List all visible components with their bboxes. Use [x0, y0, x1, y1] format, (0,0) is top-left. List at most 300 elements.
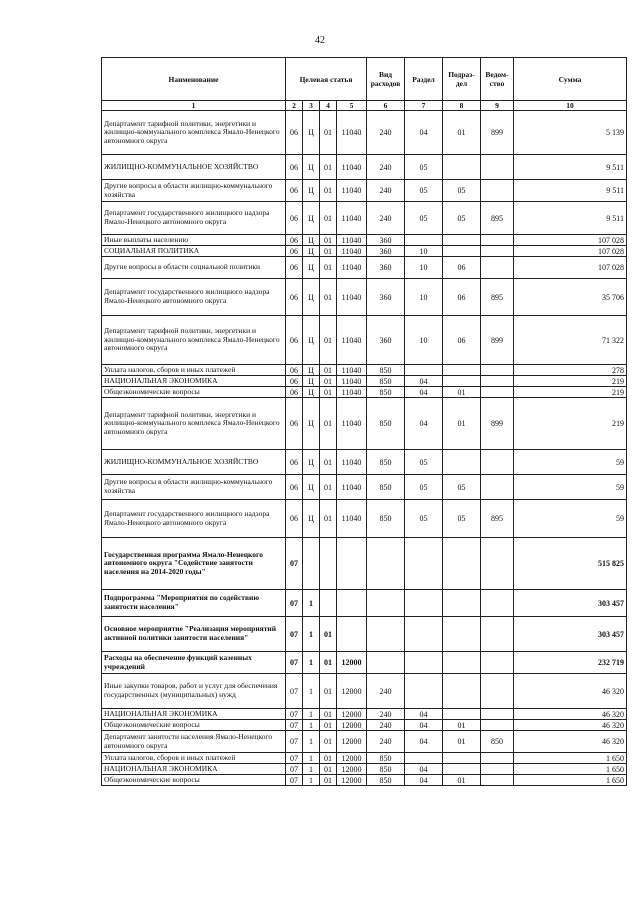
cell-department: [481, 180, 514, 202]
cell-department: [481, 538, 514, 590]
cell-name: Расходы на обеспечение функций казенных учреждений: [102, 652, 286, 674]
cell-direction: 12000: [337, 775, 367, 786]
cell-department: [481, 709, 514, 720]
cell-activity: 01: [320, 617, 337, 652]
cell-subsection: 06: [443, 316, 481, 365]
cell-department: [481, 775, 514, 786]
cell-program: 07: [286, 753, 303, 764]
table-row: [102, 450, 627, 475]
table-row: [102, 590, 627, 617]
cell-expense-type: 240: [367, 111, 405, 155]
cell-expense-type: 240: [367, 731, 405, 753]
cell-subsection: 01: [443, 720, 481, 731]
cell-direction: 12000: [337, 731, 367, 753]
cell-name: Департамент тарифной политики, энергетики и жилищно-коммунального комплекса Ямало-Ненецкого автономного округа: [102, 316, 286, 365]
cell-sum: 9 511: [514, 155, 627, 180]
cell-sum: 219: [514, 376, 627, 387]
cell-program: 06: [286, 475, 303, 500]
cell-program: 07: [286, 764, 303, 775]
cell-name: Государственная программа Ямало-Ненецкого автономного округа "Содействие занятости населения на 2014-2020 годы": [102, 538, 286, 590]
cell-expense-type: 850: [367, 365, 405, 376]
cell-expense-type: 850: [367, 500, 405, 538]
cell-program: 07: [286, 617, 303, 652]
cell-section: 05: [405, 180, 443, 202]
cell-name: Другие вопросы в области жилищно-коммунального хозяйства: [102, 180, 286, 202]
cell-sum: 46 320: [514, 709, 627, 720]
cell-direction: 11040: [337, 450, 367, 475]
cell-subsection: 05: [443, 202, 481, 235]
cell-subprogram: Ц: [303, 398, 320, 450]
cell-subsection: [443, 155, 481, 180]
table-row: [102, 235, 627, 246]
cell-section: 04: [405, 764, 443, 775]
cell-sum: 1 650: [514, 753, 627, 764]
cell-subprogram: 1: [303, 674, 320, 709]
cell-program: 07: [286, 775, 303, 786]
cell-program: 06: [286, 500, 303, 538]
cell-name: Общеэкономические вопросы: [102, 387, 286, 398]
header-department: Ведом-ство: [481, 58, 514, 101]
page-number: 42: [315, 35, 325, 46]
cell-name: НАЦИОНАЛЬНАЯ ЭКОНОМИКА: [102, 764, 286, 775]
cell-program: 07: [286, 590, 303, 617]
cell-expense-type: 360: [367, 316, 405, 365]
cell-department: [481, 155, 514, 180]
table-row: [102, 538, 627, 590]
cell-subprogram: 1: [303, 753, 320, 764]
cell-sum: 1 650: [514, 764, 627, 775]
column-number: 8: [443, 101, 481, 111]
cell-expense-type: 850: [367, 398, 405, 450]
column-number: 4: [320, 101, 337, 111]
cell-sum: 107 028: [514, 246, 627, 257]
cell-direction: 11040: [337, 475, 367, 500]
cell-program: 06: [286, 155, 303, 180]
cell-activity: 01: [320, 387, 337, 398]
cell-section: 05: [405, 155, 443, 180]
cell-sum: 303 457: [514, 590, 627, 617]
cell-sum: 9 511: [514, 202, 627, 235]
cell-section: 10: [405, 316, 443, 365]
cell-department: [481, 387, 514, 398]
cell-department: [481, 257, 514, 279]
cell-program: 06: [286, 180, 303, 202]
cell-expense-type: 240: [367, 674, 405, 709]
cell-department: [481, 764, 514, 775]
cell-sum: 232 719: [514, 652, 627, 674]
cell-section: [405, 538, 443, 590]
cell-sum: 9 511: [514, 180, 627, 202]
cell-direction: 12000: [337, 652, 367, 674]
cell-subprogram: Ц: [303, 500, 320, 538]
cell-subsection: [443, 753, 481, 764]
cell-sum: 278: [514, 365, 627, 376]
table-row: [102, 709, 627, 720]
cell-expense-type: 850: [367, 475, 405, 500]
cell-subprogram: Ц: [303, 365, 320, 376]
cell-name: Департамент тарифной политики, энергетики и жилищно-коммунального комплекса Ямало-Ненецкого автономного округа: [102, 398, 286, 450]
table-row: [102, 365, 627, 376]
cell-subsection: 06: [443, 257, 481, 279]
cell-name: ЖИЛИЩНО-КОММУНАЛЬНОЕ ХОЗЯЙСТВО: [102, 155, 286, 180]
cell-department: [481, 365, 514, 376]
cell-subprogram: 1: [303, 652, 320, 674]
cell-subprogram: 1: [303, 720, 320, 731]
cell-section: 05: [405, 202, 443, 235]
cell-program: 06: [286, 235, 303, 246]
cell-subsection: [443, 235, 481, 246]
header-expense-type: Вид расходов: [367, 58, 405, 101]
cell-activity: 01: [320, 246, 337, 257]
cell-program: 06: [286, 450, 303, 475]
cell-subsection: 01: [443, 387, 481, 398]
header-subsection: Подраз-дел: [443, 58, 481, 101]
table-row: [102, 475, 627, 500]
cell-sum: 59: [514, 475, 627, 500]
cell-program: 06: [286, 398, 303, 450]
cell-activity: 01: [320, 398, 337, 450]
cell-section: 05: [405, 450, 443, 475]
cell-expense-type: 850: [367, 450, 405, 475]
cell-name: СОЦИАЛЬНАЯ ПОЛИТИКА: [102, 246, 286, 257]
cell-sum: 71 322: [514, 316, 627, 365]
cell-sum: 107 028: [514, 257, 627, 279]
cell-department: [481, 674, 514, 709]
cell-subprogram: Ц: [303, 180, 320, 202]
cell-activity: 01: [320, 731, 337, 753]
cell-subprogram: 1: [303, 709, 320, 720]
cell-program: 06: [286, 376, 303, 387]
cell-section: 10: [405, 246, 443, 257]
cell-name: Уплата налогов, сборов и иных платежей: [102, 753, 286, 764]
cell-section: 04: [405, 720, 443, 731]
table-row: [102, 111, 627, 155]
cell-department: [481, 720, 514, 731]
cell-program: 07: [286, 674, 303, 709]
cell-subsection: [443, 450, 481, 475]
cell-activity: 01: [320, 775, 337, 786]
cell-department: 895: [481, 202, 514, 235]
cell-sum: 219: [514, 398, 627, 450]
cell-sum: 46 320: [514, 674, 627, 709]
cell-expense-type: 360: [367, 246, 405, 257]
cell-activity: 01: [320, 180, 337, 202]
cell-name: Иные выплаты населению: [102, 235, 286, 246]
cell-direction: 11040: [337, 376, 367, 387]
cell-expense-type: 360: [367, 235, 405, 246]
table-row: [102, 775, 627, 786]
cell-department: [481, 376, 514, 387]
cell-subsection: 05: [443, 180, 481, 202]
cell-department: [481, 450, 514, 475]
column-number-row: [102, 101, 627, 111]
cell-section: [405, 652, 443, 674]
cell-sum: 5 139: [514, 111, 627, 155]
cell-sum: 515 825: [514, 538, 627, 590]
cell-subprogram: [303, 538, 320, 590]
cell-section: 04: [405, 398, 443, 450]
cell-expense-type: 850: [367, 764, 405, 775]
cell-direction: 11040: [337, 202, 367, 235]
cell-program: 07: [286, 709, 303, 720]
cell-direction: 11040: [337, 387, 367, 398]
cell-activity: 01: [320, 709, 337, 720]
cell-department: [481, 652, 514, 674]
cell-activity: [320, 590, 337, 617]
cell-sum: 59: [514, 450, 627, 475]
cell-section: 04: [405, 111, 443, 155]
cell-section: 10: [405, 257, 443, 279]
table-row: [102, 753, 627, 764]
cell-activity: 01: [320, 202, 337, 235]
table-row: [102, 764, 627, 775]
cell-expense-type: [367, 617, 405, 652]
header-target-article: Целевая статья: [286, 58, 367, 101]
cell-subprogram: 1: [303, 775, 320, 786]
cell-name: ЖИЛИЩНО-КОММУНАЛЬНОЕ ХОЗЯЙСТВО: [102, 450, 286, 475]
table-row: [102, 376, 627, 387]
cell-subprogram: Ц: [303, 202, 320, 235]
cell-subsection: [443, 538, 481, 590]
cell-name: Основное мероприятие "Реализация мероприятий активной политики занятости населения": [102, 617, 286, 652]
cell-activity: 01: [320, 753, 337, 764]
cell-name: Другие вопросы в области социальной политики: [102, 257, 286, 279]
cell-direction: 11040: [337, 398, 367, 450]
column-number: 7: [405, 101, 443, 111]
cell-activity: 01: [320, 450, 337, 475]
cell-sum: 219: [514, 387, 627, 398]
cell-subprogram: Ц: [303, 376, 320, 387]
header-section: Раздел: [405, 58, 443, 101]
table-row: [102, 500, 627, 538]
cell-direction: 11040: [337, 365, 367, 376]
cell-direction: 11040: [337, 155, 367, 180]
table-row: [102, 387, 627, 398]
cell-direction: [337, 590, 367, 617]
cell-sum: 303 457: [514, 617, 627, 652]
cell-section: [405, 617, 443, 652]
cell-expense-type: 240: [367, 709, 405, 720]
cell-subsection: [443, 376, 481, 387]
table-row: [102, 279, 627, 316]
cell-direction: 11040: [337, 257, 367, 279]
cell-name: Уплата налогов, сборов и иных платежей: [102, 365, 286, 376]
cell-expense-type: 360: [367, 257, 405, 279]
cell-direction: 11040: [337, 279, 367, 316]
cell-department: 899: [481, 316, 514, 365]
cell-subsection: 01: [443, 111, 481, 155]
cell-activity: 01: [320, 111, 337, 155]
cell-name: НАЦИОНАЛЬНАЯ ЭКОНОМИКА: [102, 376, 286, 387]
cell-name: НАЦИОНАЛЬНАЯ ЭКОНОМИКА: [102, 709, 286, 720]
cell-activity: 01: [320, 316, 337, 365]
budget-table: [101, 57, 627, 786]
cell-sum: 35 706: [514, 279, 627, 316]
cell-direction: 12000: [337, 674, 367, 709]
cell-name: Департамент государственного жилищного надзора Ямало-Ненецкого автономного округа: [102, 500, 286, 538]
column-number: 2: [286, 101, 303, 111]
cell-direction: 11040: [337, 180, 367, 202]
cell-section: 04: [405, 376, 443, 387]
cell-section: 04: [405, 709, 443, 720]
cell-name: Департамент тарифной политики, энергетики и жилищно-коммунального комплекса Ямало-Ненецкого автономного округа: [102, 111, 286, 155]
cell-subprogram: Ц: [303, 316, 320, 365]
cell-subprogram: Ц: [303, 475, 320, 500]
table-row: [102, 202, 627, 235]
cell-program: 07: [286, 538, 303, 590]
column-number: 3: [303, 101, 320, 111]
cell-activity: [320, 538, 337, 590]
cell-direction: [337, 617, 367, 652]
cell-direction: 12000: [337, 753, 367, 764]
cell-activity: 01: [320, 365, 337, 376]
table-row: [102, 617, 627, 652]
cell-activity: 01: [320, 155, 337, 180]
cell-expense-type: 360: [367, 279, 405, 316]
cell-department: 895: [481, 500, 514, 538]
cell-section: [405, 753, 443, 764]
cell-section: [405, 235, 443, 246]
cell-program: 07: [286, 652, 303, 674]
cell-department: [481, 617, 514, 652]
cell-subsection: [443, 764, 481, 775]
cell-department: [481, 246, 514, 257]
cell-program: 06: [286, 279, 303, 316]
cell-section: [405, 590, 443, 617]
table-row: [102, 652, 627, 674]
cell-expense-type: 240: [367, 155, 405, 180]
cell-name: Подпрограмма "Мероприятия по содействию занятости населения": [102, 590, 286, 617]
cell-subprogram: 1: [303, 731, 320, 753]
cell-expense-type: [367, 652, 405, 674]
cell-subprogram: Ц: [303, 387, 320, 398]
cell-name: Департамент занятости населения Ямало-Ненецкого автономного округа: [102, 731, 286, 753]
cell-sum: 1 650: [514, 775, 627, 786]
cell-name: Общеэкономические вопросы: [102, 720, 286, 731]
cell-activity: 01: [320, 764, 337, 775]
table-row: [102, 720, 627, 731]
cell-section: 04: [405, 731, 443, 753]
cell-subprogram: Ц: [303, 279, 320, 316]
cell-activity: 01: [320, 652, 337, 674]
column-number: 5: [337, 101, 367, 111]
cell-subsection: [443, 246, 481, 257]
cell-subprogram: Ц: [303, 235, 320, 246]
cell-sum: 46 320: [514, 731, 627, 753]
cell-program: 06: [286, 202, 303, 235]
column-number: 9: [481, 101, 514, 111]
table-row: [102, 674, 627, 709]
cell-department: 899: [481, 111, 514, 155]
cell-subprogram: 1: [303, 590, 320, 617]
table-row: [102, 398, 627, 450]
cell-activity: 01: [320, 257, 337, 279]
cell-subsection: [443, 652, 481, 674]
cell-subsection: 01: [443, 775, 481, 786]
cell-section: 10: [405, 279, 443, 316]
table-row: [102, 731, 627, 753]
cell-subprogram: Ц: [303, 111, 320, 155]
cell-program: 07: [286, 731, 303, 753]
cell-expense-type: 850: [367, 387, 405, 398]
cell-direction: 11040: [337, 500, 367, 538]
header-sum: Сумма: [514, 58, 627, 101]
cell-subprogram: Ц: [303, 246, 320, 257]
cell-activity: 01: [320, 674, 337, 709]
cell-expense-type: 240: [367, 180, 405, 202]
header-name: Наименование: [102, 58, 286, 101]
cell-expense-type: 240: [367, 720, 405, 731]
cell-subprogram: Ц: [303, 155, 320, 180]
column-number: 6: [367, 101, 405, 111]
cell-subsection: [443, 709, 481, 720]
cell-subsection: [443, 365, 481, 376]
column-number: 1: [102, 101, 286, 111]
cell-activity: 01: [320, 475, 337, 500]
cell-name: Другие вопросы в области жилищно-коммунального хозяйства: [102, 475, 286, 500]
cell-section: 04: [405, 775, 443, 786]
cell-expense-type: 240: [367, 202, 405, 235]
cell-expense-type: 850: [367, 775, 405, 786]
cell-section: [405, 365, 443, 376]
cell-subprogram: 1: [303, 764, 320, 775]
column-number: 10: [514, 101, 627, 111]
cell-section: 05: [405, 475, 443, 500]
cell-department: 850: [481, 731, 514, 753]
cell-name: Департамент государственного жилищного надзора Ямало-Ненецкого автономного округа: [102, 202, 286, 235]
cell-expense-type: [367, 538, 405, 590]
cell-subprogram: 1: [303, 617, 320, 652]
cell-sum: 46 320: [514, 720, 627, 731]
cell-subprogram: Ц: [303, 450, 320, 475]
cell-department: [481, 753, 514, 764]
table-row: [102, 257, 627, 279]
table-row: [102, 155, 627, 180]
cell-direction: 11040: [337, 316, 367, 365]
cell-section: [405, 674, 443, 709]
cell-direction: 12000: [337, 720, 367, 731]
cell-direction: [337, 538, 367, 590]
cell-program: 06: [286, 257, 303, 279]
cell-program: 06: [286, 246, 303, 257]
cell-department: [481, 590, 514, 617]
cell-name: Департамент государственного жилищного надзора Ямало-Ненецкого автономного округа: [102, 279, 286, 316]
cell-section: 05: [405, 500, 443, 538]
cell-program: 06: [286, 316, 303, 365]
cell-subsection: [443, 590, 481, 617]
cell-sum: 59: [514, 500, 627, 538]
cell-subsection: 06: [443, 279, 481, 316]
cell-department: 899: [481, 398, 514, 450]
cell-activity: 01: [320, 720, 337, 731]
cell-direction: 11040: [337, 111, 367, 155]
header-row: [102, 58, 627, 101]
cell-direction: 11040: [337, 246, 367, 257]
cell-activity: 01: [320, 235, 337, 246]
cell-program: 06: [286, 365, 303, 376]
cell-activity: 01: [320, 500, 337, 538]
cell-name: Общеэкономические вопросы: [102, 775, 286, 786]
cell-subsection: 05: [443, 500, 481, 538]
cell-expense-type: 850: [367, 376, 405, 387]
cell-program: 07: [286, 720, 303, 731]
cell-program: 06: [286, 111, 303, 155]
cell-subsection: 05: [443, 475, 481, 500]
cell-sum: 107 028: [514, 235, 627, 246]
cell-activity: 01: [320, 279, 337, 316]
cell-department: [481, 475, 514, 500]
cell-expense-type: [367, 590, 405, 617]
